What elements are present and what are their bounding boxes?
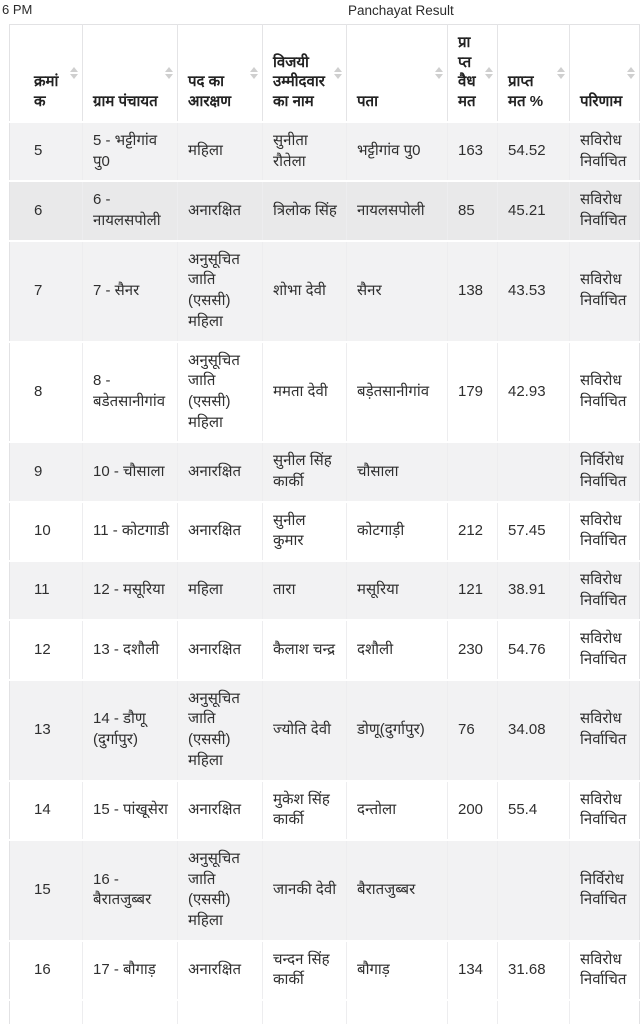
table-row <box>10 502 640 561</box>
empty-cell <box>263 1000 347 1024</box>
top-bar <box>0 0 643 24</box>
cell-result: सविरोध निर्वाचित <box>570 181 640 240</box>
empty-partial-row <box>10 1000 640 1024</box>
cell-serial: 5 <box>34 142 43 160</box>
cell-winner: जानकी देवी <box>263 840 347 941</box>
cell-gram_panchayat: 16 - बैरातजुब्बर <box>83 840 178 941</box>
table-header-row <box>10 25 640 123</box>
cell-winner: सुनील सिंह कार्की <box>263 442 347 501</box>
column-header-valid_votes[interactable] <box>448 25 498 123</box>
cell-address: भट्टीगांव पु0 <box>347 122 448 181</box>
column-header-label: विजयी उम्मीदवार का नाम <box>273 53 325 110</box>
column-header-vote_pct[interactable] <box>498 25 570 123</box>
cell-address: कोटगाड़ी <box>347 502 448 561</box>
table-row <box>10 122 640 181</box>
column-header-winner[interactable] <box>263 25 347 123</box>
cell-vote_pct: 38.91 <box>498 561 570 620</box>
cell-serial: 12 <box>34 640 51 658</box>
cell-winner: तारा <box>263 561 347 620</box>
cell-vote_pct: 54.76 <box>498 620 570 679</box>
cell-gram_panchayat: 11 - कोटगाडी <box>83 502 178 561</box>
cell-valid_votes: 200 <box>448 781 498 840</box>
cell-gram_panchayat: 5 - भट्टीगांव पु0 <box>83 122 178 181</box>
cell-gram_panchayat: 12 - मसूरिया <box>83 561 178 620</box>
cell-vote_pct: 34.08 <box>498 680 570 781</box>
column-header-label: परिणाम <box>580 92 623 110</box>
cell-reservation: अनारक्षित <box>178 181 263 240</box>
table-row <box>10 840 640 941</box>
sort-arrows-icon <box>165 67 173 79</box>
empty-cell <box>347 1000 448 1024</box>
cell-reservation: महिला <box>178 561 263 620</box>
cell-valid_votes <box>448 840 498 941</box>
cell-reservation: अनारक्षित <box>178 781 263 840</box>
cell-address: बौगाड़ <box>347 941 448 1000</box>
cell-valid_votes: 179 <box>448 342 498 443</box>
cell-result: सविरोध निर्वाचित <box>570 241 640 342</box>
cell-vote_pct <box>498 442 570 501</box>
empty-cell <box>10 1000 83 1024</box>
cell-gram_panchayat: 17 - बौगाड़ <box>83 941 178 1000</box>
cell-gram_panchayat: 10 - चौसाला <box>83 442 178 501</box>
cell-serial: 6 <box>34 201 43 219</box>
sort-arrows-icon <box>250 67 258 79</box>
cell-valid_votes: 76 <box>448 680 498 781</box>
cell-winner: चन्दन सिंह कार्की <box>263 941 347 1000</box>
cell-valid_votes: 121 <box>448 561 498 620</box>
cell-gram_panchayat: 7 - सैनर <box>83 241 178 342</box>
cell-vote_pct: 57.45 <box>498 502 570 561</box>
cell-winner: मुकेश सिंह कार्की <box>263 781 347 840</box>
cell-gram_panchayat: 8 - बडेतसानीगांव <box>83 342 178 443</box>
cell-gram_panchayat: 14 - डौणू (दुर्गापुर) <box>83 680 178 781</box>
cell-vote_pct: 45.21 <box>498 181 570 240</box>
cell-winner: ममता देवी <box>263 342 347 443</box>
cell-valid_votes: 85 <box>448 181 498 240</box>
panchayat-results-table <box>9 24 640 1024</box>
cell-result: सविरोध निर्वाचित <box>570 122 640 181</box>
cell-valid_votes: 163 <box>448 122 498 181</box>
column-header-reservation[interactable] <box>178 25 263 123</box>
sort-arrows-icon <box>70 67 78 79</box>
cell-reservation: अनुसूचित जाति (एससी) महिला <box>178 342 263 443</box>
cell-winner: शोभा देवी <box>263 241 347 342</box>
table-row <box>10 241 640 342</box>
column-header-label: पद का आरक्षण <box>188 73 232 110</box>
column-header-label: ग्राम पंचायत <box>93 92 158 110</box>
cell-result: सविरोध निर्वाचित <box>570 561 640 620</box>
cell-valid_votes: 134 <box>448 941 498 1000</box>
table-header <box>10 25 640 123</box>
cell-serial: 8 <box>34 382 43 400</box>
table-row <box>10 181 640 240</box>
cell-valid_votes: 230 <box>448 620 498 679</box>
cell-address: मसूरिया <box>347 561 448 620</box>
table-row <box>10 680 640 781</box>
cell-vote_pct <box>498 840 570 941</box>
cell-reservation: अनारक्षित <box>178 620 263 679</box>
sort-arrows-icon <box>435 67 443 79</box>
cell-address: डोणू(दुर्गापुर) <box>347 680 448 781</box>
cell-result: सविरोध निर्वाचित <box>570 620 640 679</box>
cell-serial: 15 <box>34 880 51 898</box>
column-header-serial[interactable] <box>10 25 83 123</box>
cell-winner: सुनीता रौतेला <box>263 122 347 181</box>
table-body <box>10 122 640 1024</box>
cell-reservation: अनारक्षित <box>178 502 263 561</box>
cell-reservation: अनुसूचित जाति (एससी) महिला <box>178 840 263 941</box>
cell-address: बैरातजुब्बर <box>347 840 448 941</box>
cell-result: सविरोध निर्वाचित <box>570 502 640 561</box>
table-row <box>10 941 640 1000</box>
column-header-address[interactable] <box>347 25 448 123</box>
cell-serial: 10 <box>34 521 51 539</box>
cell-result: निर्विरोध निर्वाचित <box>570 442 640 501</box>
cell-serial: 11 <box>34 581 50 599</box>
cell-result: सविरोध निर्वाचित <box>570 680 640 781</box>
sort-arrows-icon <box>627 67 635 79</box>
sort-arrows-icon <box>485 67 493 79</box>
cell-winner: ज्योति देवी <box>263 680 347 781</box>
cell-valid_votes: 138 <box>448 241 498 342</box>
empty-cell <box>570 1000 640 1024</box>
table-row <box>10 561 640 620</box>
empty-cell <box>498 1000 570 1024</box>
cell-vote_pct: 43.53 <box>498 241 570 342</box>
empty-cell <box>83 1000 178 1024</box>
sort-arrows-icon <box>334 67 342 79</box>
cell-winner: सुनील कुमार <box>263 502 347 561</box>
cell-address: बड़ेतसानीगांव <box>347 342 448 443</box>
table-row <box>10 781 640 840</box>
cell-valid_votes: 212 <box>448 502 498 561</box>
column-header-label: क्रमांक <box>34 73 59 110</box>
column-header-label: प्राप्त वैध मत <box>458 34 476 110</box>
table-row <box>10 442 640 501</box>
column-header-result[interactable] <box>570 25 640 123</box>
empty-cell <box>448 1000 498 1024</box>
cell-gram_panchayat: 13 - दशौली <box>83 620 178 679</box>
cell-gram_panchayat: 15 - पांखूसेरा <box>83 781 178 840</box>
sort-arrows-icon <box>557 67 565 79</box>
cell-result: निर्विरोध निर्वाचित <box>570 840 640 941</box>
cell-address: दशौली <box>347 620 448 679</box>
column-header-label: प्राप्त मत % <box>508 73 544 110</box>
cell-vote_pct: 42.93 <box>498 342 570 443</box>
cell-valid_votes <box>448 442 498 501</box>
cell-reservation: महिला <box>178 122 263 181</box>
cell-serial: 14 <box>34 800 51 818</box>
cell-serial: 9 <box>34 462 43 480</box>
cell-reservation: अनुसूचित जाति (एससी) महिला <box>178 680 263 781</box>
cell-address: चौसाला <box>347 442 448 501</box>
cell-address: नायलसपोली <box>347 181 448 240</box>
cell-vote_pct: 31.68 <box>498 941 570 1000</box>
cell-gram_panchayat: 6 - नायलसपोली <box>83 181 178 240</box>
cell-winner: त्रिलोक सिंह <box>263 181 347 240</box>
status-time: 6 PM <box>2 2 33 17</box>
cell-address: सैनर <box>347 241 448 342</box>
cell-result: सविरोध निर्वाचित <box>570 342 640 443</box>
cell-result: सविरोध निर्वाचित <box>570 781 640 840</box>
cell-serial: 16 <box>34 960 51 978</box>
cell-serial: 7 <box>34 281 43 299</box>
cell-reservation: अनुसूचित जाति (एससी) महिला <box>178 241 263 342</box>
column-header-label: पता <box>357 92 378 110</box>
cell-serial: 13 <box>34 720 51 738</box>
cell-reservation: अनारक्षित <box>178 442 263 501</box>
table-row <box>10 342 640 443</box>
page-title: Panchayat Result <box>348 3 454 18</box>
cell-vote_pct: 54.52 <box>498 122 570 181</box>
cell-reservation: अनारक्षित <box>178 941 263 1000</box>
column-header-gram_panchayat[interactable] <box>83 25 178 123</box>
cell-result: सविरोध निर्वाचित <box>570 941 640 1000</box>
cell-address: दन्तोला <box>347 781 448 840</box>
empty-cell <box>178 1000 263 1024</box>
cell-vote_pct: 55.4 <box>498 781 570 840</box>
table-row <box>10 620 640 679</box>
cell-winner: कैलाश चन्द्र <box>263 620 347 679</box>
